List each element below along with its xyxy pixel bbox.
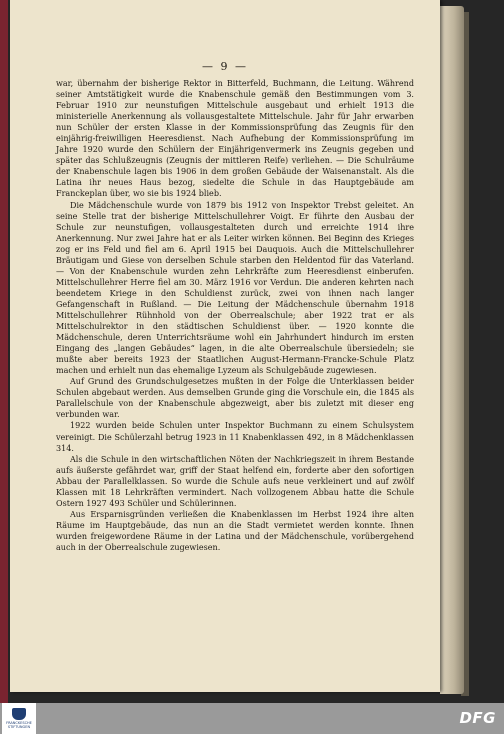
paragraph: Auf Grund des Grundschulgesetzes mußten in der Folge die Unterklassen beider Schulen abgebaut werden. Aus demselben Grunde ging die Vorschule ein, die 1845 als Parallelschule von der Knabenschule abgezweigt, aber bis zuletzt mit dieser eng verbunden war. — [56, 377, 414, 420]
page-number: — 9 — — [202, 60, 248, 73]
paragraph: Die Mädchenschule wurde von 1879 bis 1912 von Inspektor Trebst geleitet. An seine Stelle trat der bisherige Mittelschullehrer Voigt. Er führte den Ausbau der Schule zur neunstufigen, vollausgestalteten durch und erreichte 1914 ihre Anerkennung. Nur zwei Jahre hat er als Leiter wirken können. Bei Beginn des Krieges zog er ins Feld und fiel am 6. April 1915 bei Dauquois. Auch die Mittelschullehrer Bräutigam und Giese von derselben Schule starben den Heldentod für das Vaterland. — Von der Knabenschule wurden zehn Lehrkräfte zum Heeresdienst einberufen. Mittelschullehrer Herre fiel am 30. März 1916 vor Verdun. Die anderen kehrten nach beendetem Kriege in den Schuldienst zurück, zwei von ihnen nach langer Gefangenschaft in Rußland. — Die Leitung der Mädchenschule übernahm 1918 Mittelschullehrer Rühnhold von der Oberrealschule; aber 1922 trat er als Mittelschulrektor in den städtischen Schuldienst über. — 1920 konnte die Mädchenschule, deren Unterrichtsräume wohl ein Jahrhundert hindurch im ersten Eingang des „langen Gebäudes“ lagen, in die alte Oberrealschule übersiedeln; sie mußte aber bereits 1923 der Staatlichen August-Hermann-Francke-Schule Platz machen und erhielt nun das ehemalige Lyzeum als Schulgebäude zugewiesen. — [56, 200, 414, 376]
dfg-logo[interactable]: DFG — [459, 709, 496, 727]
book-cover-edge — [0, 0, 8, 703]
institution-logo[interactable] — [2, 703, 36, 734]
paragraph: Als die Schule in den wirtschaftlichen Nöten der Nachkriegszeit in ihrem Bestande aufs äußerste gefährdet war, griff der Staat helfend ein, forderte aber den sofortigen Abbau der Parallelklassen. So wurde die Schule aufs neue verkleinert und auf zwölf Klassen mit 18 Lehrkräften vermindert. Nach vollzogenem Abbau hatte die Schule Ostern 1927 493 Schüler und Schülerinnen. — [56, 454, 414, 508]
viewer-footer-bar — [0, 703, 504, 734]
franckesche-stiftungen-logo-icon — [12, 708, 26, 720]
paragraph: Aus Ersparnisgründen verließen die Knabenklassen im Herbst 1924 ihre alten Räume im Hauptgebäude, das nun an die Stadt vermietet werden konnte. Ihnen wurden freigewordene Räume in der Latina und der Mädchenschule, vorübergehend auch in der Oberrealschule zugewiesen. — [56, 509, 414, 552]
logo-caption: FRANCKESCHE STIFTUNGEN — [6, 721, 32, 729]
paragraph: war, übernahm der bisherige Rektor in Bitterfeld, Buchmann, die Leitung. Während seiner Amtstätigkeit wurde die Knabenschule gemäß den Bestimmungen vom 3. Februar 1910 zur neunstufigen Mittelschule ausgebaut und erhielt 1913 die ministerielle Anerkennung als vollausgestaltete Mittelschule. Jahr für Jahr erwarben nun Schüler der ersten Klasse in der Kommissionsprüfung das Zeugnis für den einjährig-freiwilligen Heeresdienst. Nach Aufhebung der Kommissionsprüfung im Jahre 1920 wurde den Schülern der Einjährigenvermerk ins Zeugnis gegeben und später das Schlußzeugnis (Zeugnis der mittleren Reife) verliehen. — Die Schulräume der Knabenschule lagen bis 1906 in dem großen Gebäude der Waisenanstalt. Als die Latina ihr neues Haus bezog, siedelte die Schule in das Hauptgebäude am Franckeplan über, wo sie bis 1924 blieb. — [56, 79, 414, 199]
page-text — [56, 78, 414, 553]
paragraph: 1922 wurden beide Schulen unter Inspektor Buchmann zu einem Schulsystem vereinigt. Die Schülerzahl betrug 1923 in 11 Knabenklassen 492, in 8 Mädchenklassen 314. — [56, 421, 414, 453]
page-stack-edge — [440, 6, 464, 694]
scanned-page — [10, 0, 440, 692]
